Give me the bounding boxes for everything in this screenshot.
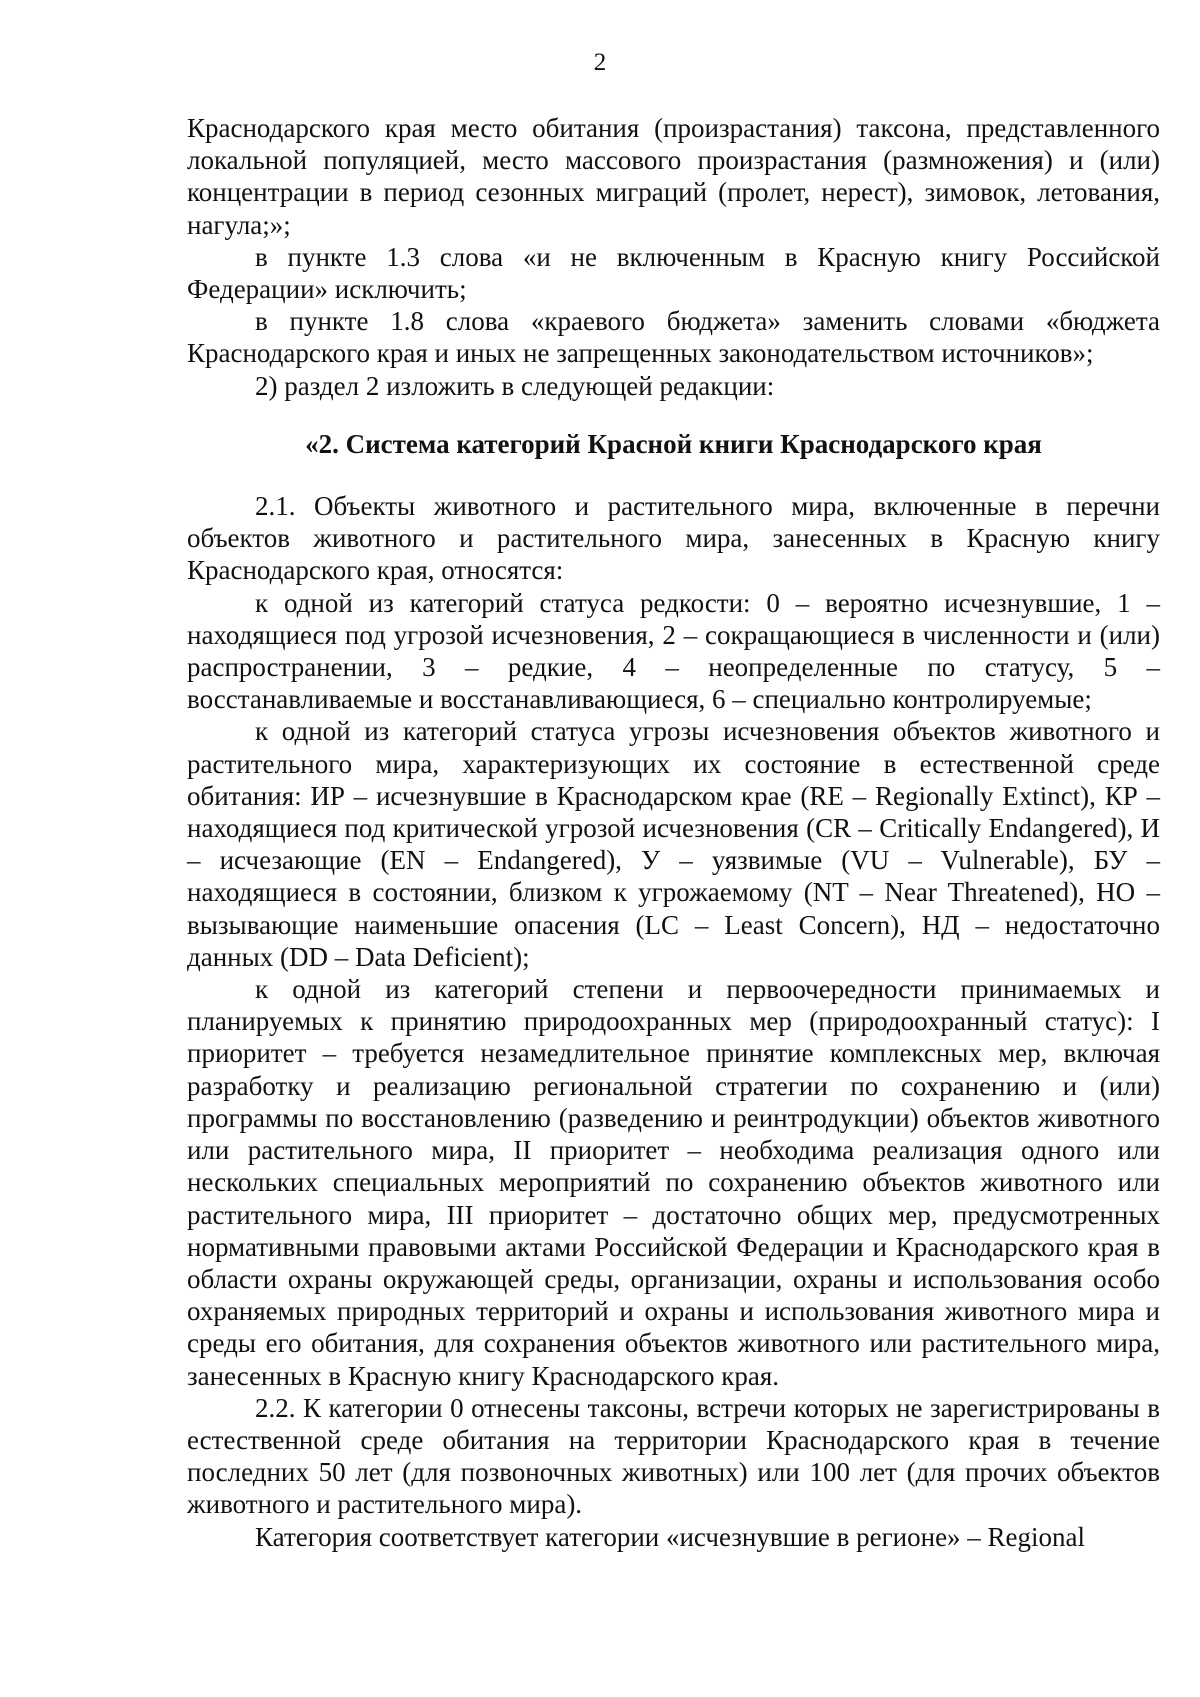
paragraph-category-correspondence: Категория соответствует категории «исчезнувшие в регионе» – Regional (255, 1521, 1086, 1552)
paragraph-rarity-categories: к одной из категорий статуса редкости: 0 – вероятно исчезнувшие, 1 – находящиеся под угрозой исчезновения, 2 – сокращающиеся в численности и (или) распространении, 3 – редкие, 4 – неопределенные по статусу, 5 – восстанавливаемые и восстанавливающиеся, 6 – специально контролируемые; (187, 587, 1160, 715)
paragraph-item-1-3: в пункте 1.3 слова «и не включенным в Красную книгу Российской Федерации» исключить; (187, 241, 1160, 305)
paragraph-section-2-intro: 2) раздел 2 изложить в следующей редакции: (255, 370, 775, 401)
paragraph-2-2: 2.2. К категории 0 отнесены таксоны, встречи которых не зарегистрированы в естественной среде обитания на территории Краснодарского края в течение последних 50 лет (для позвоночных животных) или 100 лет (для прочих объектов животного и растительного мира). (187, 1392, 1160, 1520)
paragraph-item-1-8: в пункте 1.8 слова «краевого бюджета» заменить словами «бюджета Краснодарского края и иных не запрещенных законодательством источников»; (187, 306, 1160, 369)
document-body (187, 112, 1160, 1553)
page-number: 2 (593, 49, 607, 76)
paragraph-conservation-priority: к одной из категорий степени и первоочередности принимаемых и планируемых к принятию природоохранных мер (природоохранный статус): I приоритет – требуется незамедлительное принятие комплексных мер, включая разработку и реализацию региональной стратегии по сохранению и (или) программы по восстановлению (разведению и реинтродукции) объектов животного или растительного мира, II приоритет – необходима реализация одного или нескольких специальных мероприятий по сохранению объектов животного или растительного мира, III приоритет – достаточно общих мер, предусмотренных нормативными правовыми актами Российской Федерации и Краснодарского края в области охраны окружающей среды, организации, охраны и использования особо охраняемых природных территорий и охраны и использования животного мира и среды его обитания, для сохранения объектов животного или растительного мира, занесенных в Красную книгу Краснодарского края. (187, 974, 1160, 1391)
section-heading: «2. Система категорий Красной книги Краснодарского края (305, 428, 1042, 459)
paragraph-threat-categories: к одной из категорий статуса угрозы исчезновения объектов животного и растительного мира, характеризующих их состояние в естественной среде обитания: ИР – исчезнувшие в Краснодарском крае (RE – Regionally Extinct), КР – находящиеся под критической угрозой исчезновения (CR – Critically Endangered), И – исчезающие (EN – Endangered), У – уязвимые (VU – Vulnerable), БУ – находящиеся в состоянии, близком к угрожаемому (NT – Near Threatened), НО – вызывающие наименьшие опасения (LC – Least Concern), НД – недостаточно данных (DD – Data Deficient); (187, 716, 1160, 972)
paragraph-continuation: Краснодарского края место обитания (произрастания) таксона, представленного локальной популяцией, место массового произрастания (размножения) и (или) концентрации в период сезонных миграций (пролет, нерест), зимовок, летования, нагула;»; (187, 113, 1160, 240)
paragraph-2-1: 2.1. Объекты животного и растительного мира, включенные в перечни объектов животного и растительного мира, занесенных в Красную книгу Краснодарского края, относятся: (187, 491, 1160, 586)
